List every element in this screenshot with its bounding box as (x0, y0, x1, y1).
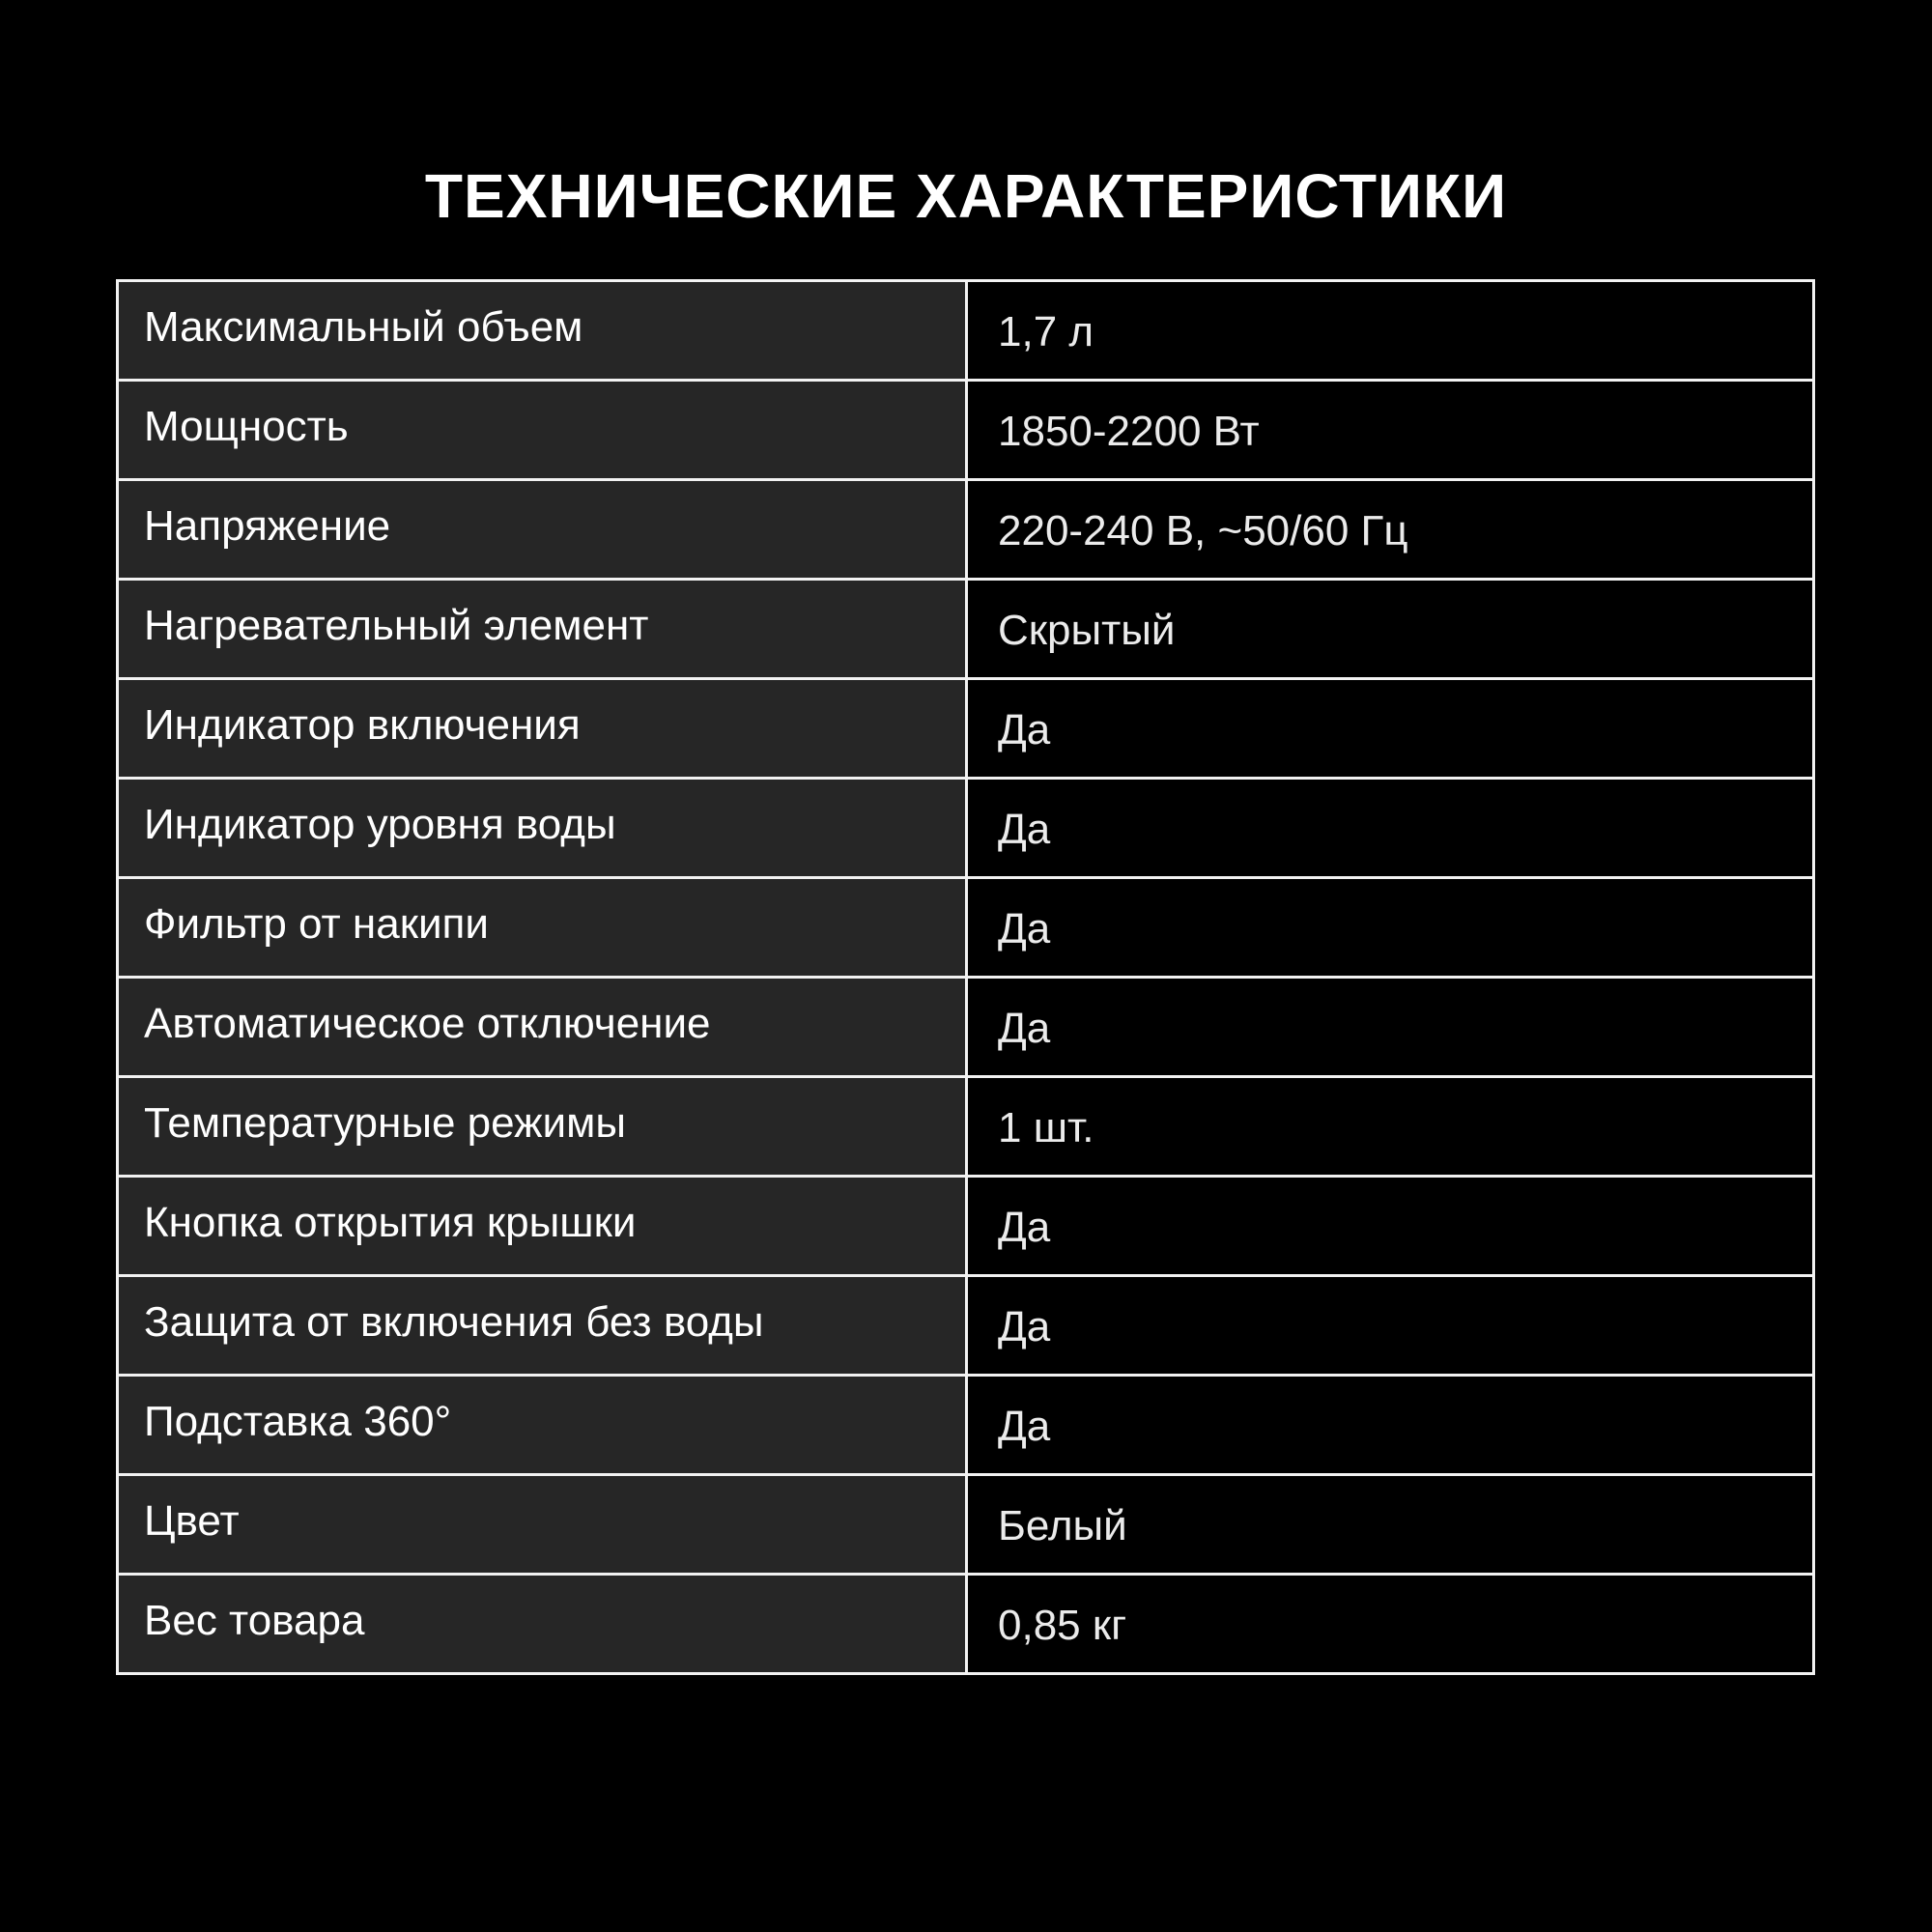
spec-value: Да (967, 1276, 1814, 1376)
spec-name: Температурные режимы (118, 1077, 967, 1177)
spec-name: Фильтр от накипи (118, 878, 967, 978)
table-row (118, 381, 1814, 480)
table-row (118, 1575, 1814, 1674)
spec-value: 1,7 л (967, 281, 1814, 381)
table-row (118, 1475, 1814, 1575)
table-row (118, 978, 1814, 1077)
spec-name: Вес товара (118, 1575, 967, 1674)
spec-name: Кнопка открытия крышки (118, 1177, 967, 1276)
table-row (118, 480, 1814, 580)
table-row (118, 281, 1814, 381)
spec-value: Да (967, 1376, 1814, 1475)
page-title: ТЕХНИЧЕСКИЕ ХАРАКТЕРИСТИКИ (424, 161, 1508, 231)
spec-value: 220-240 В, ~50/60 Гц (967, 480, 1814, 580)
table-row (118, 878, 1814, 978)
spec-value: 1850-2200 Вт (967, 381, 1814, 480)
table-row (118, 779, 1814, 878)
table-row (118, 580, 1814, 679)
spec-name: Нагревательный элемент (118, 580, 967, 679)
table-row (118, 1376, 1814, 1475)
spec-name: Максимальный объем (118, 281, 967, 381)
spec-value: Да (967, 1177, 1814, 1276)
spec-value: 1 шт. (967, 1077, 1814, 1177)
table-row (118, 679, 1814, 779)
spec-name: Защита от включения без воды (118, 1276, 967, 1376)
spec-value: Скрытый (967, 580, 1814, 679)
spec-name: Подставка 360° (118, 1376, 967, 1475)
spec-name: Индикатор включения (118, 679, 967, 779)
spec-table (116, 279, 1815, 1675)
spec-value: Белый (967, 1475, 1814, 1575)
table-row (118, 1177, 1814, 1276)
table-row (118, 1276, 1814, 1376)
spec-value: Да (967, 779, 1814, 878)
spec-name: Напряжение (118, 480, 967, 580)
spec-name: Цвет (118, 1475, 967, 1575)
table-row (118, 1077, 1814, 1177)
spec-name: Автоматическое отключение (118, 978, 967, 1077)
spec-name: Мощность (118, 381, 967, 480)
spec-value: Да (967, 878, 1814, 978)
spec-value: Да (967, 679, 1814, 779)
spec-name: Индикатор уровня воды (118, 779, 967, 878)
spec-value: 0,85 кг (967, 1575, 1814, 1674)
spec-value: Да (967, 978, 1814, 1077)
